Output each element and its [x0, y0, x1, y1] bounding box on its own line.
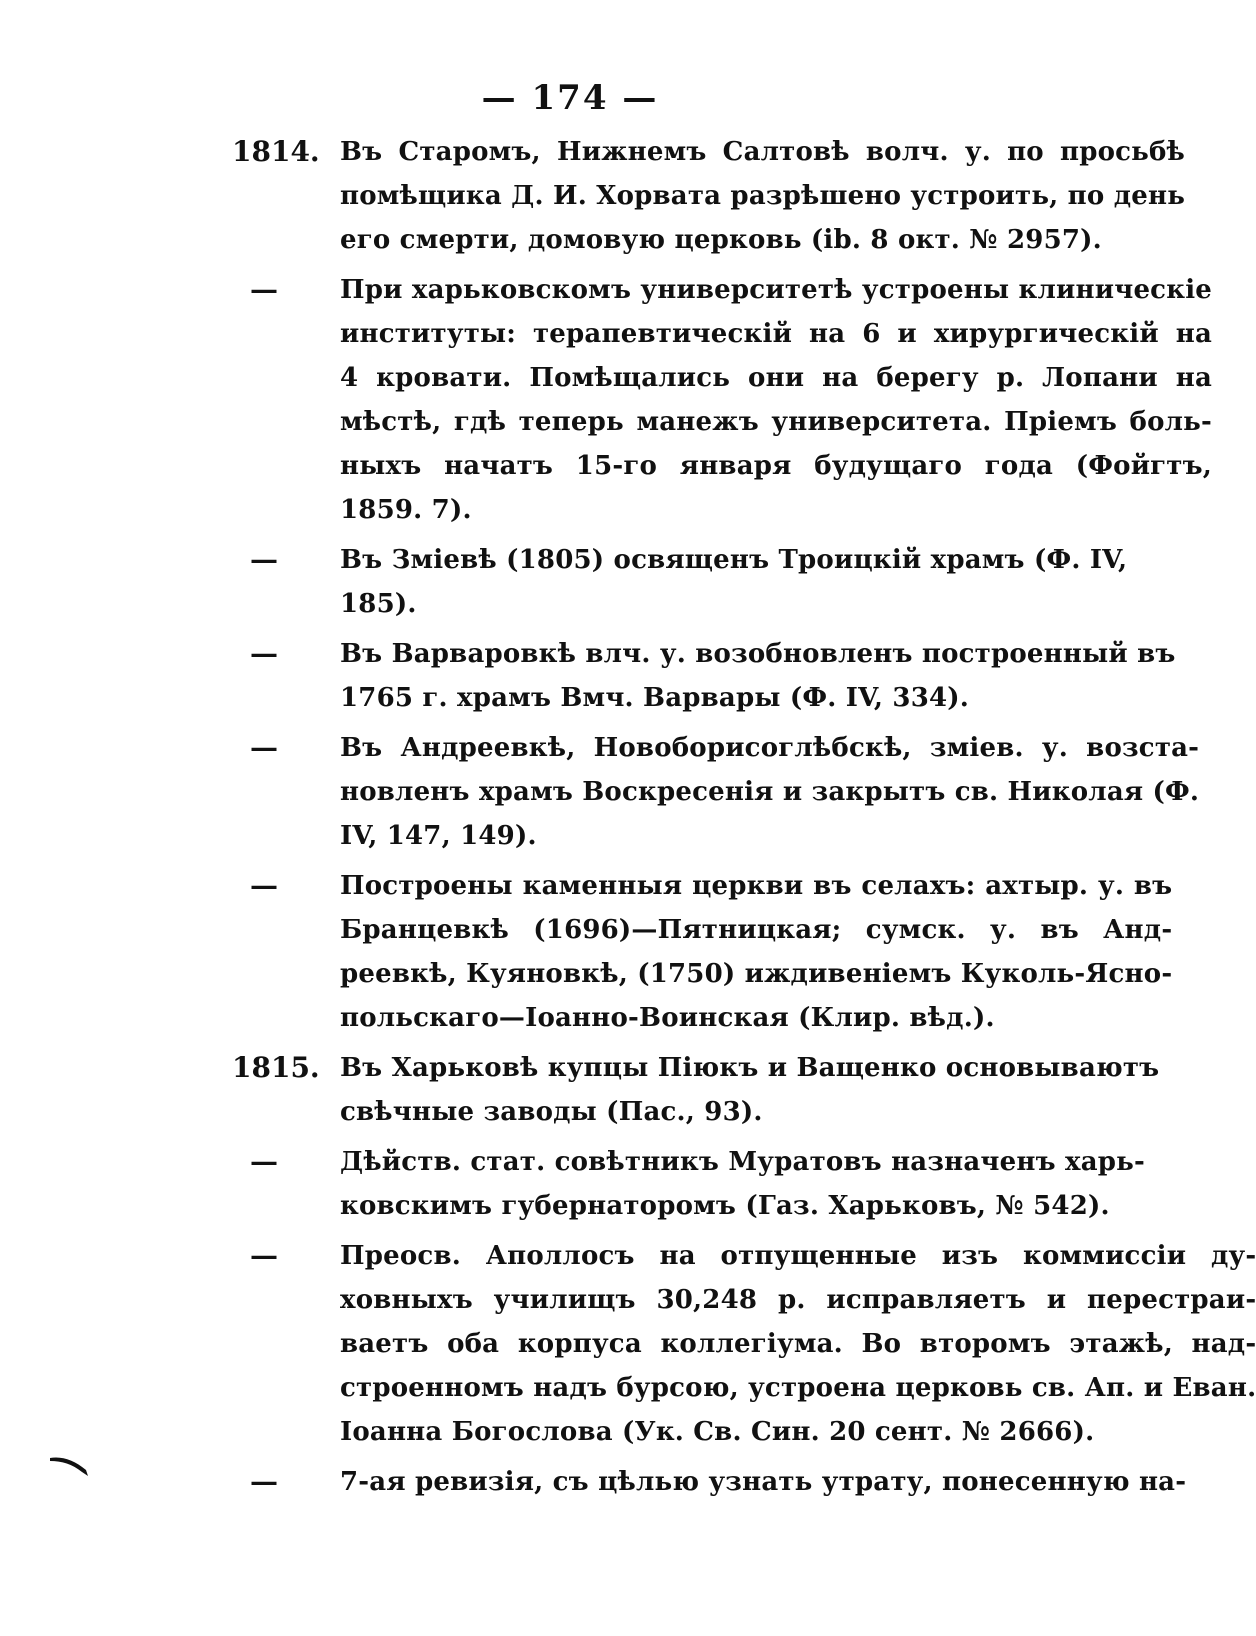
text-line: свѣчные заводы (Пас., 93). [340, 1097, 763, 1127]
entry-seventh-revision [232, 1460, 1187, 1504]
scan-mark-icon [48, 1452, 92, 1478]
text-line: Построены каменныя церкви въ селахъ: ахтыр. у. въ [340, 871, 1173, 901]
text-line: 1765 г. храмъ Вмч. Варвары (Ф. IV, 334). [340, 683, 970, 713]
text-line: Дѣйств. стат. совѣтникъ Муратовъ назначенъ харь- [340, 1147, 1145, 1177]
text-line: ваетъ оба корпуса коллегіума. Во второмъ этажѣ, над- [340, 1329, 1256, 1359]
entry-text [340, 1460, 1186, 1504]
text-line: Въ Варваровкѣ влч. у. возобновленъ построенный въ [340, 639, 1176, 669]
text-line: 7-ая ревизія, съ цѣлью узнать утрату, понесенную на- [340, 1467, 1187, 1497]
text-line: IV, 147, 149). [340, 821, 537, 851]
entry-muratov-governor [232, 1140, 1145, 1228]
entry-text [340, 1140, 1145, 1228]
text-line: ныхъ начатъ 15-го января будущаго года (Фойгтъ, [340, 451, 1213, 481]
entry-text [340, 130, 1185, 262]
entry-text [340, 726, 1199, 858]
entry-marker: 1815. [232, 1051, 320, 1084]
entry-1815-candle-factories [232, 1046, 1160, 1134]
page-number: — 174 — [481, 78, 659, 118]
entry-zmiev-trinity [232, 538, 1128, 626]
entry-stone-churches [232, 864, 1173, 1040]
text-line: новленъ храмъ Воскресенія и закрытъ св. Николая (Ф. [340, 777, 1200, 807]
text-line: строенномъ надъ бурсою, устроена церковь св. Ап. и Еван. [340, 1373, 1256, 1403]
chronicle-entries [232, 130, 1256, 1510]
text-line: Въ Харьковѣ купцы Піюкъ и Ващенко основываютъ [340, 1053, 1160, 1083]
entry-marker: — [250, 543, 278, 576]
entry-marker: — [250, 273, 278, 306]
text-line: Въ Андреевкѣ, Новоборисоглѣбскѣ, зміев. у. возста- [340, 733, 1200, 763]
entry-marker: 1814. [232, 135, 320, 168]
text-line: Іоанна Богослова (Ук. Св. Син. 20 сент. № 2666). [340, 1417, 1095, 1447]
entry-text [340, 632, 1176, 720]
text-line: При харьковскомъ университетѣ устроены клиническіе [340, 275, 1213, 305]
text-line: ковскимъ губернаторомъ (Газ. Харьковъ, № 542). [340, 1191, 1110, 1221]
entry-text [340, 1234, 1256, 1454]
entry-andreevka [232, 726, 1200, 858]
entry-clinical-institutes [232, 268, 1213, 532]
entry-text [340, 268, 1212, 532]
entry-marker: — [250, 1239, 278, 1272]
text-line: институты: терапевтическій на 6 и хирургическій на [340, 319, 1213, 349]
text-line: 185). [340, 589, 417, 619]
text-line: его смерти, домовую церковь (ib. 8 окт. № 2957). [340, 225, 1102, 255]
entry-varvarovka [232, 632, 1176, 720]
text-line: реевкѣ, Куяновкѣ, (1750) иждивеніемъ Куколь-Ясно- [340, 959, 1173, 989]
entry-apollos-collegium [232, 1234, 1256, 1454]
text-line: Бранцевкѣ (1696)—Пятницкая; сумск. у. въ Анд- [340, 915, 1173, 945]
text-line: ховныхъ училищъ 30,248 р. исправляетъ и перестраи- [340, 1285, 1256, 1315]
text-line: Преосв. Аполлосъ на отпущенные изъ коммиссіи ду- [340, 1241, 1256, 1271]
text-line: 4 кровати. Помѣщались они на берегу р. Лопани на [340, 363, 1213, 393]
entry-text [340, 864, 1172, 1040]
text-line: мѣстѣ, гдѣ теперь манежъ университета. Пріемъ боль- [340, 407, 1213, 437]
entry-marker: — [250, 1145, 278, 1178]
text-line: Въ Старомъ, Нижнемъ Салтовѣ волч. у. по просьбѣ [340, 137, 1186, 167]
text-line: помѣщика Д. И. Хорвата разрѣшено устроить, по день [340, 181, 1186, 211]
text-line: Въ Зміевѣ (1805) освященъ Троицкій храмъ (Ф. IV, [340, 545, 1128, 575]
text-line: польскаго—Іоанно-Воинская (Клир. вѣд.). [340, 1003, 995, 1033]
entry-1814-saltov [232, 130, 1186, 262]
entry-text [340, 1046, 1159, 1134]
entry-marker: — [250, 869, 278, 902]
entry-marker: — [250, 731, 278, 764]
text-line: 1859. 7). [340, 495, 472, 525]
entry-marker: — [250, 1465, 278, 1498]
entry-text [340, 538, 1127, 626]
entry-marker: — [250, 637, 278, 670]
